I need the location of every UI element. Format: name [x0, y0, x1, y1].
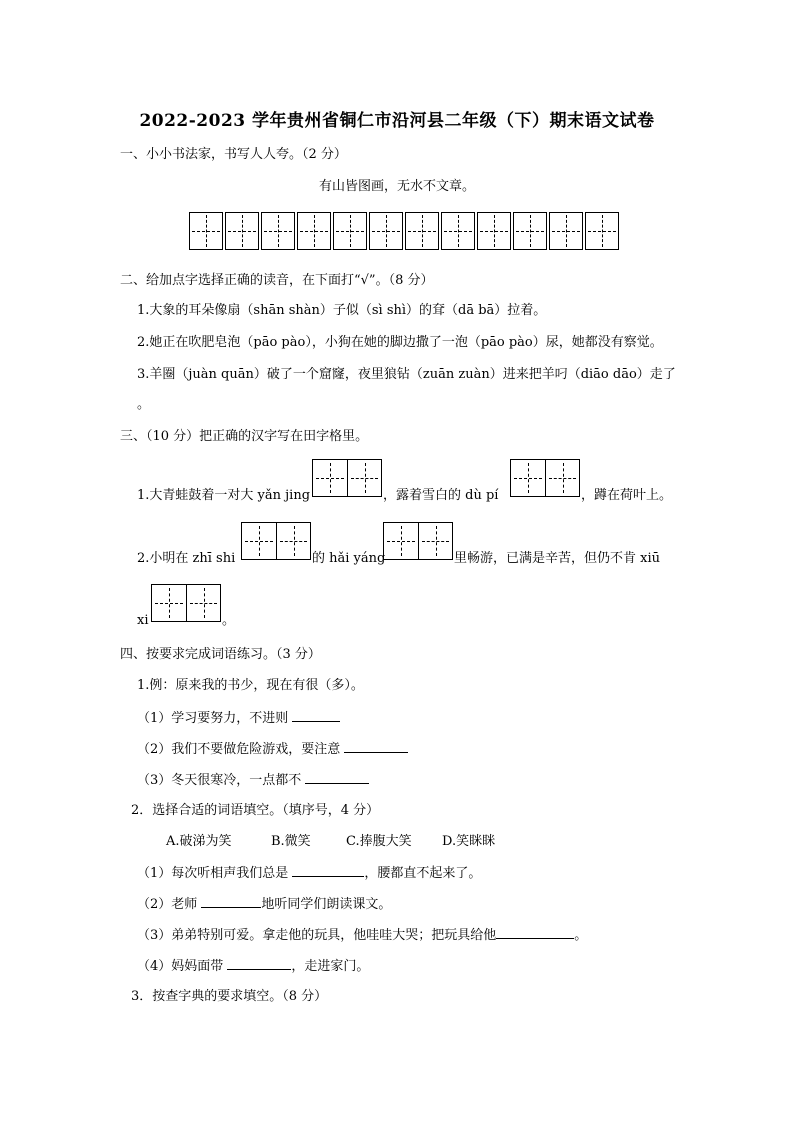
- q3-line3-a: xi: [137, 613, 149, 628]
- q3-grid-xiuxi[interactable]: [151, 584, 221, 622]
- q4-option-c: C.捧腹大笑: [346, 834, 412, 849]
- tianzige-cell[interactable]: [261, 212, 295, 250]
- tianzige-cell[interactable]: [225, 212, 259, 250]
- tianzige-cell[interactable]: [477, 212, 511, 250]
- answer-blank[interactable]: [305, 771, 369, 784]
- q3-line1-a: 1.大青蛙鼓着一对大 yǎn jing: [137, 488, 311, 503]
- q4-sub-1: （1）学习要努力，不进则: [137, 709, 340, 728]
- q4-part3-heading: 3．按查字典的要求填空。（8 分）: [131, 989, 328, 1004]
- tianzige-cell[interactable]: [441, 212, 475, 250]
- q3-heading: 三、（10 分）把正确的汉字写在田字格里。: [120, 429, 369, 444]
- tianzige-cell[interactable]: [405, 212, 439, 250]
- q2-item-1: 1.大象的耳朵像扇（shān shàn）子似（sì shì）的耷（dā bā）拉着。: [137, 303, 547, 318]
- q3-grid-yanjing[interactable]: [312, 459, 382, 497]
- q3-line2-c: 里畅游，已满是辛苦，但仍不肯 xiū: [454, 551, 660, 566]
- q1-heading: 一、小小书法家，书写人人夸。（2 分）: [120, 147, 347, 162]
- q3-line1-c: ，蹲在荷叶上。: [581, 488, 673, 503]
- q3-grid-dupi[interactable]: [510, 459, 580, 497]
- q4-example: 1.例：原来我的书少，现在有很（多）。: [137, 678, 364, 693]
- q1-phrase: 有山皆图画，无水不文章。: [318, 179, 475, 194]
- q4-option-d: D.笑眯眯: [442, 834, 496, 849]
- tianzige-cell[interactable]: [189, 212, 223, 250]
- q4-part2-heading: 2．选择合适的词语填空。（填序号，4 分）: [131, 803, 380, 818]
- q2-heading: 二、给加点字选择正确的读音，在下面打“√”。（8 分）: [120, 273, 434, 288]
- answer-blank[interactable]: [292, 864, 364, 877]
- answer-blank[interactable]: [496, 926, 574, 939]
- page-title: 2022-2023 学年贵州省铜仁市沿河县二年级（下）期末语文试卷: [139, 111, 655, 131]
- q4-sub-3: （3）冬天很寒冷，一点都不: [137, 771, 369, 790]
- q4-fill-2: （2）老师 地听同学们朗读课文。: [137, 897, 392, 912]
- q2-item-3-end: 。: [137, 397, 151, 412]
- q4-option-a: A.破涕为笑: [166, 834, 232, 849]
- answer-blank[interactable]: [201, 895, 261, 908]
- tianzige-cell[interactable]: [333, 212, 367, 250]
- tianzige-cell[interactable]: [549, 212, 583, 250]
- q2-item-2: 2.她正在吹肥皂泡（pāo pào），小狗在她的脚边撒了一泡（pāo pào）尿，她都没有察觉。: [137, 335, 663, 350]
- tianzige-cell[interactable]: [585, 212, 619, 250]
- q4-heading: 四、按要求完成词语练习。（3 分）: [120, 647, 321, 662]
- q4-option-b: B.微笑: [271, 834, 311, 849]
- q3-line1-b: ，露着雪白的 dù pí: [383, 488, 499, 503]
- answer-blank[interactable]: [292, 709, 340, 722]
- q3-line2-b: 的 hǎi yáng: [312, 551, 386, 566]
- tianzige-cell[interactable]: [297, 212, 331, 250]
- answer-blank[interactable]: [344, 740, 408, 753]
- q3-line3-b: 。: [222, 613, 236, 628]
- tianzige-cell[interactable]: [513, 212, 547, 250]
- q1-writing-grid[interactable]: [189, 212, 621, 250]
- q4-fill-1: （1）每次听相声我们总是 ，腰都直不起来了。: [137, 866, 482, 881]
- tianzige-cell[interactable]: [369, 212, 403, 250]
- q4-fill-3: （3）弟弟特别可爱。拿走他的玩具，他哇哇大哭；把玩具给他 。: [137, 928, 588, 943]
- q3-grid-zhishi[interactable]: [241, 522, 311, 560]
- q2-item-3: 3.羊圈（juàn quān）破了一个窟窿，夜里狼钻（zuān zuàn）进来把羊叼（diāo dāo）走了: [137, 367, 676, 382]
- q4-fill-4: （4）妈妈面带 ，走进家门。: [137, 959, 370, 974]
- q3-grid-haiyang[interactable]: [383, 522, 453, 560]
- q3-line2-a: 2.小明在 zhī shi: [137, 551, 236, 566]
- q4-sub-2: （2）我们不要做危险游戏，要注意: [137, 740, 408, 759]
- answer-blank[interactable]: [227, 957, 291, 970]
